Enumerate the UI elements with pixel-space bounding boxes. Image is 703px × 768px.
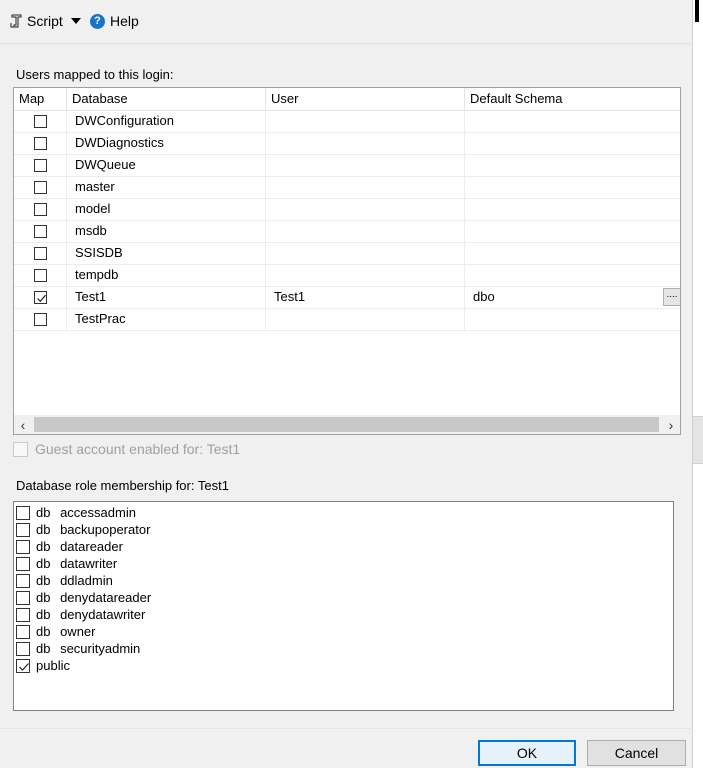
default-schema-cell[interactable] (465, 198, 680, 220)
table-row[interactable] (14, 110, 680, 133)
default-schema-cell[interactable] (465, 176, 680, 198)
map-cell (14, 308, 67, 330)
role-label: db denydatawriter (36, 607, 146, 622)
column-header-default-schema[interactable]: Default Schema (470, 91, 563, 106)
map-cell (14, 264, 67, 286)
default-schema-cell[interactable] (465, 110, 680, 132)
database-cell: tempdb (67, 264, 266, 286)
role-checkbox[interactable] (16, 523, 30, 537)
role-checkbox[interactable] (16, 557, 30, 571)
default-schema-cell[interactable] (465, 220, 680, 242)
map-checkbox[interactable] (34, 269, 47, 282)
user-cell[interactable] (266, 264, 465, 286)
database-cell: model (67, 198, 266, 220)
help-icon: ? (90, 14, 105, 29)
map-checkbox[interactable] (34, 225, 47, 238)
role-item-db-backupoperator[interactable] (16, 521, 150, 538)
role-item-public[interactable] (16, 657, 70, 674)
role-label: db backupoperator (36, 522, 151, 537)
background-edge-dark (695, 0, 699, 22)
database-cell: DWConfiguration (67, 110, 266, 132)
chevron-down-icon[interactable] (71, 18, 81, 24)
guest-account-option (13, 441, 240, 457)
map-cell (14, 110, 67, 132)
role-checkbox[interactable] (16, 659, 30, 673)
role-item-db-owner[interactable] (16, 623, 95, 640)
user-cell[interactable] (266, 308, 465, 330)
role-checkbox[interactable] (16, 591, 30, 605)
role-checkbox[interactable] (16, 642, 30, 656)
role-label: db accessadmin (36, 505, 136, 520)
background-edge-gray (693, 416, 703, 464)
table-row[interactable] (14, 154, 680, 177)
role-checkbox[interactable] (16, 506, 30, 520)
role-item-db-securityadmin[interactable] (16, 640, 140, 657)
scrollbar-thumb[interactable] (34, 417, 659, 432)
role-label: db securityadmin (36, 641, 141, 656)
map-cell (14, 198, 67, 220)
map-checkbox[interactable] (34, 115, 47, 128)
database-cell: SSISDB (67, 242, 266, 264)
help-button[interactable] (90, 12, 139, 30)
ok-button[interactable]: OK (478, 740, 576, 766)
column-header-user[interactable]: User (266, 88, 465, 110)
table-row[interactable] (14, 264, 680, 287)
map-checkbox[interactable] (34, 313, 47, 326)
map-checkbox[interactable] (34, 181, 47, 194)
role-checkbox[interactable] (16, 625, 30, 639)
role-item-db-datawriter[interactable] (16, 555, 117, 572)
user-cell[interactable] (266, 176, 465, 198)
default-schema-cell[interactable] (465, 154, 680, 176)
map-checkbox[interactable] (34, 203, 47, 216)
role-checkbox[interactable] (16, 574, 30, 588)
default-schema-cell[interactable] (465, 264, 680, 286)
guest-account-label: Guest account enabled for: Test1 (35, 441, 241, 457)
column-header-map[interactable]: Map (14, 88, 67, 110)
map-cell (14, 220, 67, 242)
user-cell[interactable] (266, 220, 465, 242)
role-membership-label: Database role membership for: Test1 (16, 478, 229, 493)
database-cell: DWQueue (67, 154, 266, 176)
footer-divider (0, 728, 693, 729)
table-row[interactable] (14, 308, 680, 331)
database-cell: Test1 (67, 286, 266, 308)
grid-header (14, 88, 680, 111)
map-checkbox[interactable] (34, 247, 47, 260)
map-cell (14, 286, 67, 308)
default-schema-cell[interactable] (465, 132, 680, 154)
script-label: Script (27, 13, 63, 29)
users-mapped-label: Users mapped to this login: (16, 67, 174, 82)
role-label: db ddladmin (36, 573, 113, 588)
cancel-button[interactable]: Cancel (587, 740, 686, 766)
browse-schema-button[interactable]: .... (663, 288, 681, 306)
role-item-db-denydatawriter[interactable] (16, 606, 145, 623)
table-row[interactable] (14, 198, 680, 221)
default-schema-cell[interactable] (465, 242, 680, 264)
script-icon (9, 14, 23, 28)
guest-account-checkbox (13, 442, 28, 457)
help-label: Help (110, 13, 139, 29)
scroll-right-icon[interactable]: › (668, 416, 674, 433)
map-cell (14, 242, 67, 264)
role-label: db datareader (36, 539, 123, 554)
table-row[interactable] (14, 242, 680, 265)
users-mapped-grid (13, 87, 681, 435)
map-checkbox[interactable] (34, 159, 47, 172)
scroll-left-icon[interactable]: ‹ (20, 416, 26, 433)
table-row[interactable] (14, 286, 680, 309)
toolbar (0, 0, 693, 44)
role-label: public (36, 658, 70, 673)
user-cell[interactable] (266, 110, 465, 132)
role-item-db-datareader[interactable] (16, 538, 123, 555)
map-cell (14, 176, 67, 198)
table-row[interactable] (14, 176, 680, 199)
role-label: db owner (36, 624, 96, 639)
database-cell: msdb (67, 220, 266, 242)
role-item-db-denydatareader[interactable] (16, 589, 151, 606)
user-cell[interactable] (266, 154, 465, 176)
default-schema-cell[interactable] (465, 308, 680, 330)
table-row[interactable] (14, 220, 680, 243)
user-cell[interactable]: Test1 (266, 286, 465, 308)
default-schema-cell[interactable]: dbo (473, 289, 495, 304)
user-cell[interactable] (266, 242, 465, 264)
map-cell (14, 154, 67, 176)
role-checkbox[interactable] (16, 540, 30, 554)
role-membership-list (13, 501, 674, 711)
script-button[interactable] (9, 12, 81, 30)
table-row[interactable] (14, 132, 680, 155)
user-cell[interactable] (266, 198, 465, 220)
horizontal-scrollbar[interactable] (14, 415, 680, 434)
background-window-edge (693, 0, 703, 768)
database-cell: DWDiagnostics (67, 132, 266, 154)
role-label: db datawriter (36, 556, 118, 571)
role-item-db-accessadmin[interactable] (16, 504, 136, 521)
role-label: db denydatareader (36, 590, 152, 605)
role-item-db-ddladmin[interactable] (16, 572, 113, 589)
database-cell: TestPrac (67, 308, 266, 330)
map-cell (14, 132, 67, 154)
map-checkbox[interactable] (34, 137, 47, 150)
role-checkbox[interactable] (16, 608, 30, 622)
map-checkbox[interactable] (34, 291, 47, 304)
column-header-database[interactable]: Database (67, 88, 266, 110)
user-cell[interactable] (266, 132, 465, 154)
database-cell: master (67, 176, 266, 198)
